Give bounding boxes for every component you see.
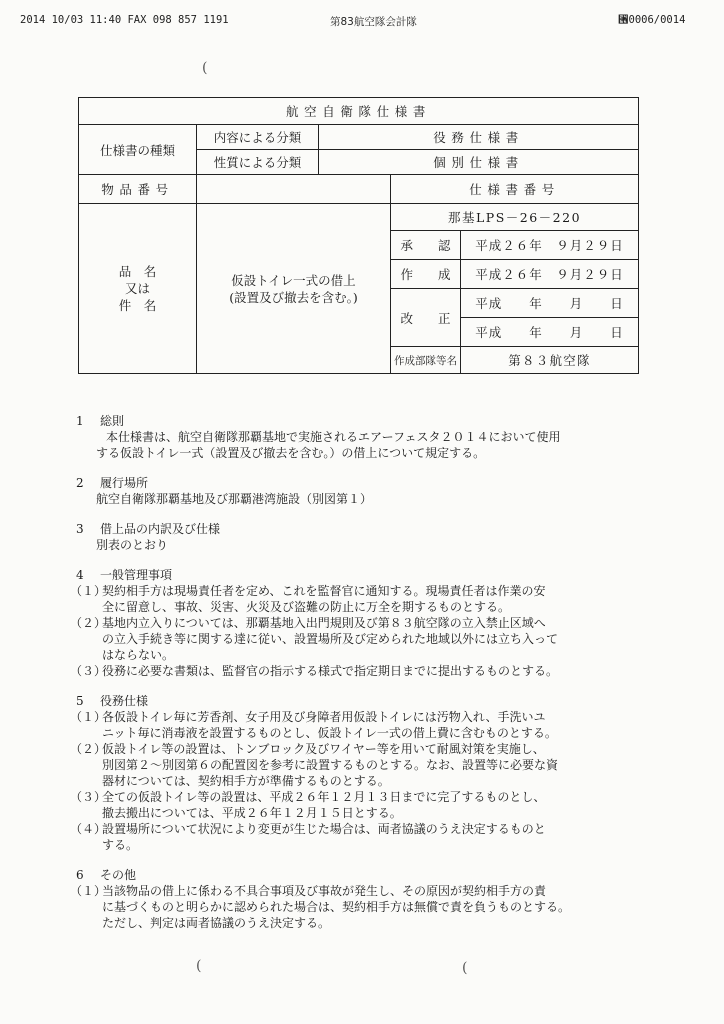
item-number-label: 物品番号: [79, 175, 197, 204]
section-heading: [70, 567, 655, 583]
by-nature-value: 個別仕様書: [319, 150, 639, 175]
section-number: 3: [76, 522, 84, 536]
spec-body: [70, 413, 655, 945]
stray-mark-bottom-left: (: [196, 958, 202, 974]
stray-mark-bottom-right: (: [462, 960, 468, 976]
item-name-value: [197, 204, 391, 374]
list-item: [70, 663, 655, 679]
section-heading: [70, 521, 655, 537]
spec-type-label: 仕様書の種類: [79, 125, 197, 175]
spec-number-value: 那基LPS－26－220: [391, 204, 639, 231]
item-name-label: [79, 204, 197, 374]
item-text: の立入手続き等に関する達に従い、設置場所及び定められた地域以外には立ち入って: [102, 632, 559, 646]
item-text: 全ての仮設トイレ等の設置は、平成２６年１２月１３日までに完了するものとし、: [102, 790, 546, 804]
general-line-2: する仮設トイレ一式（設置及び撤去を含む。）の借上について規定する。: [96, 446, 486, 460]
item-text: ニット毎に消毒液を設置するものとし、仮設トイレ一式の借上費に含むものとする。: [102, 726, 557, 740]
item-key: （２）: [70, 742, 107, 756]
revised-date-1: 平成 年 月 日: [461, 289, 639, 318]
approved-date: 平成２６年 ９月２９日: [461, 231, 639, 260]
section-number: 5: [76, 694, 84, 708]
item-text: する。: [102, 838, 139, 852]
item-key: （２）: [70, 616, 107, 630]
list-item: [70, 789, 655, 821]
section-management: [70, 567, 655, 679]
list-item: [70, 615, 655, 663]
item-key: （１）: [70, 884, 107, 898]
item-text: 別図第２～別図第６の配置図を参考に設置するものとする。なお、設置等に必要な資: [102, 758, 559, 772]
section-other: [70, 867, 655, 931]
section-title: 総則: [100, 414, 125, 428]
item-text: 当該物品の借上に係わる不具合事項及び事故が発生し、その原因が契約相手方の責: [102, 884, 547, 898]
section-location: [70, 475, 655, 507]
section-number: 6: [76, 868, 84, 882]
item-name-value-line2: (設置及び撤去を含む。): [229, 289, 358, 305]
created-date: 平成２６年 ９月２９日: [461, 260, 639, 289]
item-text: 各仮設トイレ毎に芳香剤、女子用及び身障者用仮設トイレには汚物入れ、手洗いユ: [102, 710, 546, 724]
revised-date-2: 平成 年 月 日: [461, 318, 639, 347]
item-key: （３）: [70, 664, 107, 678]
item-key: （３）: [70, 790, 107, 804]
section-heading: [70, 867, 655, 883]
section-title: 借上品の内訳及び仕様: [100, 522, 221, 536]
item-name-label-line1: 品 名: [118, 264, 157, 279]
fax-header-sender: 2014 10/03 11:40 FAX 098 857 1191: [20, 14, 229, 26]
spec-number-label: 仕様書番号: [391, 175, 639, 204]
item-text: 仮設トイレ等の設置は、トンブロック及びワイヤー等を用いて耐風対策を実施し、: [102, 742, 545, 756]
list-item: [70, 741, 655, 789]
item-text: 撤去搬出については、平成２６年１２月１５日とする。: [102, 806, 402, 820]
item-key: （１）: [70, 584, 107, 598]
item-text: 基地内立入りについては、那覇基地入出門規則及び第８３航空隊の立入禁止区域へ: [102, 616, 546, 630]
by-content-value: 役務仕様書: [319, 125, 639, 150]
item-name-label-line3: 件 名: [118, 298, 157, 313]
section-general: [70, 413, 655, 461]
spec-header-table: [78, 97, 639, 374]
item-text: はならない。: [102, 648, 175, 662]
item-text: 全に留意し、事故、災害、火災及び盗難の防止に万全を期するものとする。: [102, 600, 511, 614]
section-heading: [70, 693, 655, 709]
section-heading: [70, 475, 655, 491]
revised-label: 改 正: [391, 289, 461, 347]
location-text: 航空自衛隊那覇基地及び那覇港湾施設（別図第１）: [96, 492, 373, 506]
item-key: （４）: [70, 822, 107, 836]
item-text: 役務に必要な書類は、監督官の指示する様式で指定期日までに提出するものとする。: [102, 664, 559, 678]
item-text: に基づくものと明らかに認められた場合は、契約相手方は無償で責を負うものとする。: [102, 900, 571, 914]
stray-mark-top: (: [202, 60, 208, 76]
dept-value: 第８３航空隊: [461, 347, 639, 374]
approved-label: 承 認: [391, 231, 461, 260]
list-item: [70, 883, 655, 931]
by-nature-label: 性質による分類: [197, 150, 319, 175]
item-text: 設置場所について状況により変更が生じた場合は、両者協議のうえ決定するものと: [102, 822, 546, 836]
section-number: 2: [76, 476, 84, 490]
breakdown-text: 別表のとおり: [96, 538, 169, 552]
section-title: 一般管理事項: [100, 568, 173, 582]
section-service-spec: [70, 693, 655, 853]
item-text: ただし、判定は両者協議のうえ決定する。: [102, 916, 331, 930]
item-text: 契約相手方は現場責任者を定め、これを監督官に通知する。現場責任者は作業の安: [102, 584, 546, 598]
section-number: 4: [76, 568, 84, 582]
item-text: 器材については、契約相手方が準備するものとする。: [102, 774, 390, 788]
by-content-label: 内容による分類: [197, 125, 319, 150]
section-breakdown: [70, 521, 655, 553]
list-item: [70, 821, 655, 853]
item-number-value: [197, 175, 391, 204]
section-title: その他: [100, 868, 137, 882]
item-name-label-line2: 又は: [124, 281, 150, 296]
created-label: 作 成: [391, 260, 461, 289]
section-heading: [70, 413, 655, 429]
item-name-value-line1: 仮設トイレ一式の借上: [231, 272, 356, 288]
fax-header-unit: 第83航空隊会計隊: [330, 16, 417, 28]
section-title: 履行場所: [100, 476, 149, 490]
section-title: 役務仕様: [100, 694, 149, 708]
general-line-1: 本仕様書は、航空自衛隊那覇基地で実施されるエアーフェスタ２０１４において使用: [106, 430, 561, 444]
list-item: [70, 709, 655, 741]
fax-header-page: ⑖0006/0014: [618, 14, 686, 26]
item-key: （１）: [70, 710, 107, 724]
table-title: 航空自衛隊仕様書: [79, 98, 639, 125]
section-number: 1: [76, 414, 84, 428]
dept-label: 作成部隊等名: [391, 347, 461, 374]
list-item: [70, 583, 655, 615]
